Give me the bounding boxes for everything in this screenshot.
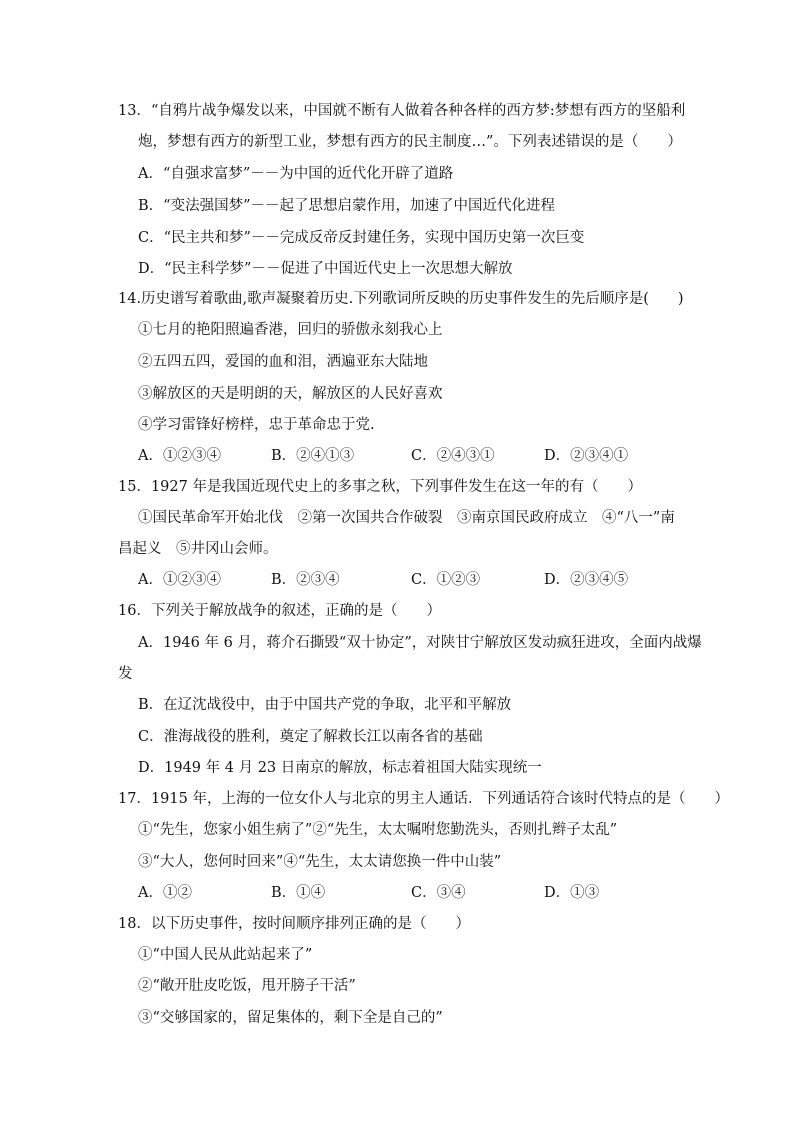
q16-option-b: B．在辽沈战役中，由于中国共产党的争取，北平和平解放 bbox=[138, 697, 512, 713]
q15-stem-line2: ①国民革命军开始北伐 ②第一次国共合作破裂 ③南京国民政府成立 ④“八一”南 bbox=[138, 510, 675, 526]
q18-stem: 18．以下历史事件，按时间顺序排列正确的是（ ） bbox=[118, 916, 470, 932]
q15-stem-line3: 昌起义 ⑤井冈山会师。 bbox=[118, 541, 278, 557]
q13-option-a: A．“自强求富梦”－－为中国的近代化开辟了道路 bbox=[138, 166, 454, 182]
q17-option-d: D．①③ bbox=[544, 885, 600, 901]
q13-stem-line1: 13．“自鸦片战争爆发以来，中国就不断有人做着各种各样的西方梦:梦想有西方的坚船利 bbox=[118, 103, 686, 119]
q16-stem: 16．下列关于解放战争的叙述，正确的是（ ） bbox=[118, 603, 441, 619]
q17-option-a: A．①② bbox=[138, 885, 192, 901]
q13-stem-line2: 炮，梦想有西方的新型工业，梦想有西方的民主制度…”。下列表述错误的是（ ） bbox=[138, 134, 682, 150]
q17-stem: 17．1915 年，上海的一位女仆人与北京的男主人通话．下列通话符合该时代特点的是（ ） bbox=[118, 791, 729, 807]
q14-option-a: A．①②③④ bbox=[138, 448, 221, 464]
q14-item-1: ①七月的艳阳照遍香港，回归的骄傲永刻我心上 bbox=[138, 322, 443, 338]
q14-option-d: D．②③④① bbox=[544, 448, 629, 464]
q14-item-3: ③解放区的天是明朗的天，解放区的人民好喜欢 bbox=[138, 386, 443, 402]
q14-item-2: ②五四五四，爱国的血和泪，洒遍亚东大陆地 bbox=[138, 354, 428, 370]
q15-option-a: A．①②③④ bbox=[138, 572, 221, 588]
q16-option-a-line1: A．1946 年 6 月，蒋介石撕毁“双十协定”，对陕甘宁解放区发动疯狂进攻，全面内战爆 bbox=[138, 635, 702, 651]
q17-items-1-2: ①“先生，您家小姐生病了”②“先生，太太嘱咐您勤洗头，否则扎辫子太乱” bbox=[138, 822, 618, 838]
q17-option-c: C．③④ bbox=[411, 885, 466, 901]
q15-option-b: B．②③④ bbox=[271, 572, 340, 588]
q15-option-d: D．②③④⑤ bbox=[544, 572, 629, 588]
q14-stem: 14.历史谱写着歌曲,歌声凝聚着历史.下列歌词所反映的历史事件发生的先后顺序是( ) bbox=[118, 291, 684, 307]
q18-item-3: ③“交够国家的，留足集体的，剩下全是自己的” bbox=[138, 1010, 443, 1026]
q14-item-4: ④学习雷锋好榜样，忠于革命忠于党. bbox=[138, 417, 375, 433]
q18-item-1: ①“中国人民从此站起来了” bbox=[138, 947, 313, 963]
q16-option-a-line2: 发 bbox=[118, 666, 133, 682]
q13-option-b: B．“变法强国梦”－－起了思想启蒙作用，加速了中国近代化进程 bbox=[138, 198, 555, 214]
q15-stem-line1: 15．1927 年是我国近现代史上的多事之秋，下列事件发生在这一年的有（ ） bbox=[118, 479, 642, 495]
q13-option-d: D．“民主科学梦”－－促进了中国近代史上一次思想大解放 bbox=[138, 261, 513, 277]
q16-option-d: D．1949 年 4 月 23 日南京的解放，标志着祖国大陆实现统一 bbox=[138, 760, 542, 776]
q18-item-2: ②“敞开肚皮吃饭，甩开膀子干活” bbox=[138, 978, 356, 994]
q16-option-c: C．淮海战役的胜利，奠定了解救长江以南各省的基础 bbox=[138, 729, 483, 745]
q14-option-c: C．②④③① bbox=[411, 448, 495, 464]
q13-option-c: C．“民主共和梦”－－完成反帝反封建任务，实现中国历史第一次巨变 bbox=[138, 230, 585, 246]
q14-option-b: B．②④①③ bbox=[271, 448, 355, 464]
q15-option-c: C．①②③ bbox=[411, 572, 481, 588]
q17-option-b: B．①④ bbox=[271, 885, 326, 901]
q17-items-3-4: ③“大人，您何时回来”④“先生，太太请您换一件中山装” bbox=[138, 854, 502, 870]
